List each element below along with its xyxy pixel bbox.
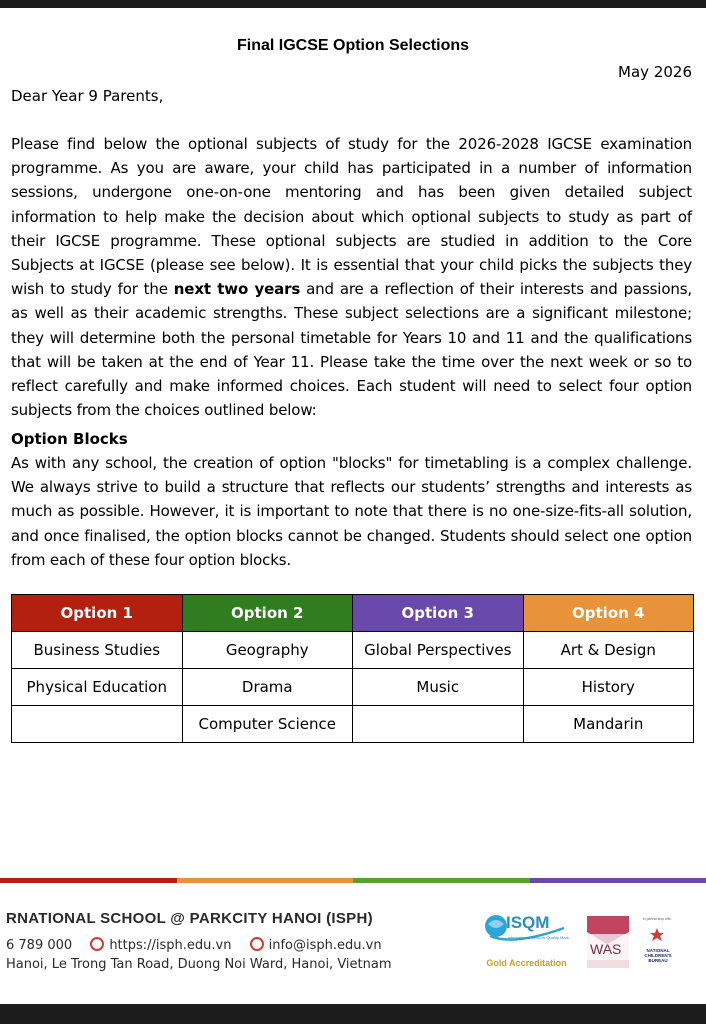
bottom-strip	[0, 1004, 706, 1024]
contact-line	[6, 937, 396, 953]
mail-icon	[250, 937, 264, 951]
table-cell: Physical Education	[12, 669, 183, 706]
footer-bar-segment	[353, 878, 530, 883]
table-cell: Computer Science	[182, 706, 353, 743]
table-cell: Global Perspectives	[353, 632, 524, 669]
was-text: WAS	[590, 941, 622, 957]
letter-date: May 2026	[618, 63, 692, 81]
table-cell	[12, 706, 183, 743]
options-header-row	[12, 595, 694, 632]
intro-text-b: and are a reflection of their interests and passions, as well as their academic strengths. These subject selections are a significant milestone; they will determine both the personal timetable for Years 10 and 11 and the qualifications that will be taken at the end of Year 11. Please take the time over the next week or so to reflect carefully and make informed choices. Each student will need to select four option subjects from the choices outlined below:	[11, 280, 692, 420]
intro-paragraph	[11, 132, 692, 422]
email-link-wrap[interactable]	[250, 938, 382, 953]
letter-page	[0, 8, 706, 1004]
phone-number: 6 789 000	[6, 938, 73, 953]
option-2-header: Option 2	[182, 595, 353, 632]
intro-text-a: Please find below the optional subjects of study for the 2026-2028 IGCSE examination programme. As you are aware, your child has participated in a number of information sessions, undergone one-on-one mentoring and has been given detailed subject information to help make the decision about which optional subjects to study as part of their IGCSE programme. These optional subjects are studied in addition to the Core Subjects at IGCSE (please see below). It is essential that your child picks the subjects they wish to study for the	[11, 135, 692, 299]
table-row	[12, 632, 694, 669]
table-row	[12, 669, 694, 706]
email-link[interactable]: info@isph.edu.vn	[268, 938, 382, 953]
school-name: RNATIONAL SCHOOL @ PARKCITY HANOI (ISPH)	[6, 910, 373, 927]
website-link[interactable]: https://isph.edu.vn	[109, 938, 232, 953]
ncb-partner-text: In partnership with	[642, 917, 672, 921]
footer-bar-segment	[0, 878, 177, 883]
gold-accreditation: Gold Accreditation	[486, 958, 567, 968]
option-4-header: Option 4	[523, 595, 694, 632]
isqm-text: ISQM	[506, 913, 550, 932]
table-cell: Mandarin	[523, 706, 694, 743]
option-blocks-paragraph: As with any school, the creation of option "blocks" for timetabling is a complex challenge. We always strive to build a structure that reflects our students’ strengths and interests as much as possible. However, it is important to note that there is no one-size-fits-all solution, and once finalised, the option blocks cannot be changed. Students should select one option from each of these four option blocks.	[11, 454, 692, 569]
intro-bold-text: next two years	[173, 280, 301, 299]
table-cell: Drama	[182, 669, 353, 706]
website-link-wrap[interactable]	[90, 938, 231, 953]
was-logo	[587, 914, 683, 970]
footer-bar-segment	[177, 878, 354, 883]
school-address: Hanoi, Le Trong Tan Road, Duong Noi Ward, Hanoi, Vietnam	[6, 957, 392, 972]
option-3-header: Option 3	[353, 595, 524, 632]
star-icon	[650, 928, 664, 941]
table-cell: Business Studies	[12, 632, 183, 669]
table-row	[12, 706, 694, 743]
options-table	[11, 594, 694, 743]
letter-title: Final IGCSE Option Selections	[236, 37, 470, 54]
greeting: Dear Year 9 Parents,	[11, 87, 164, 105]
table-cell: Art & Design	[523, 632, 694, 669]
footer-color-bar	[0, 878, 706, 883]
option-blocks-heading: Option Blocks	[11, 430, 128, 448]
table-cell: Geography	[182, 632, 353, 669]
footer-bar-segment	[530, 878, 706, 883]
ncb-text: NATIONAL CHILDREN'S BUREAU	[644, 948, 672, 963]
table-cell: History	[523, 669, 694, 706]
option-1-header: Option 1	[12, 595, 183, 632]
table-cell: Music	[353, 669, 524, 706]
table-cell	[353, 706, 524, 743]
globe-icon	[90, 937, 104, 951]
isqm-subtitle: International Schools Quality Mark	[508, 935, 569, 940]
